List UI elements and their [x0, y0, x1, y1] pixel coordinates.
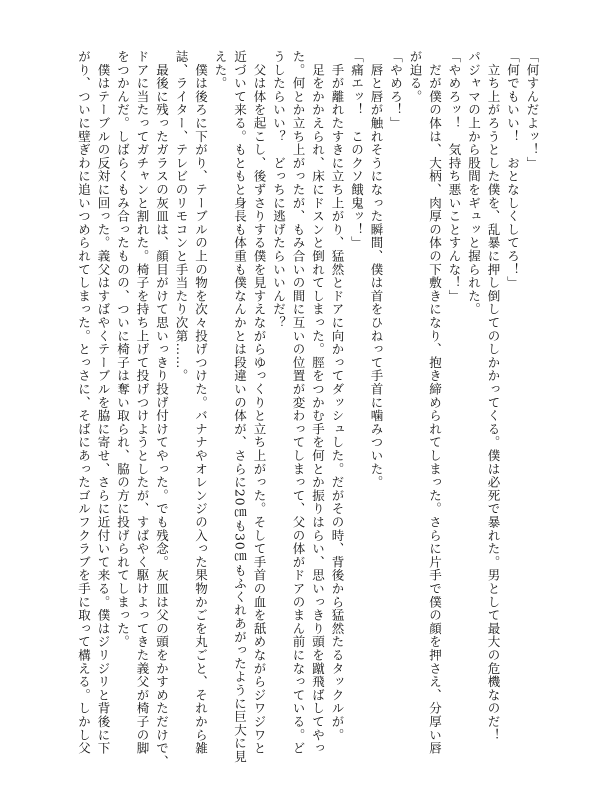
text-line: ドアに当たってガチャンと割れた。椅子を持ち上げて投げつけようとしたが、すばやく駆けよってきた義父が椅子の脚 [135, 50, 150, 755]
text-line: 手が離れたすきに立ち上がり、猛然とドアに向かってダッシュした。だがその時、背後から猛然たるタックルが。 [330, 50, 345, 742]
text-line: 「何すんだよッ！」 [525, 50, 540, 170]
text-line: 誌、ライター、テレビのリモコンと手当たり次第……。 [174, 50, 189, 383]
text-line: た。何とか立ち上がったが、もみ合いの間に互いの位置が変わってしまって、父の体がドアのまん前になっている。ど [291, 50, 306, 755]
text-line: がり、ついに壁ぎわに追いつめられてしまった。とっさに、そばにあったゴルフクラブを手に取って構える。しかし父 [76, 50, 92, 755]
text-line: 「何でもいい！ おとなしくしてろ！」 [505, 50, 521, 290]
text-line: えた。 [213, 50, 228, 90]
text-line: 父は体を起こし、後ずさりする僕を見すえながらゆっくりと立ち上がった。そして手首の血を舐めながらジワジワと [252, 50, 267, 755]
text-line: 「痛エッ！ このクソ餓鬼ッ！」 [349, 50, 365, 250]
vertical-text-body [32, 50, 542, 770]
text-line: をつかんだ。しばらくもみ合ったものの、ついに椅子は奪い取られ、脇の方に投げられてしまった。 [115, 50, 131, 649]
text-line: 足をかかえられ、床にドスンと倒れてしまった。脛をつかむ手を何とか振りはらい、思いっきり頭を蹴飛ばしてやっ [310, 50, 326, 755]
text-line: 最後に残ったガラスの灰皿は、顔目がけて思いっきり投げ付けてやった。でも残念。灰皿は父の頭をかすめただけで、 [154, 50, 170, 769]
text-line: が迫る。 [408, 50, 423, 104]
text-line: うしたらいい？ どっちに逃げたらいいんだ？ [271, 50, 287, 330]
text-line: 僕は後ろに下がり、テーブルの上の物を次々投げつけた。バナナやオレンジの入った果物かごを丸ごと、それから雑 [193, 50, 209, 755]
text-line: パジャマの上から股間をギュッと握られた。 [466, 50, 482, 316]
text-line: 僕はテーブルの反対に回った。義父はすばやくテーブルを脇に寄せ、さらに近付いて来る。僕はジリジリと背後に下 [96, 50, 111, 755]
text-line: 唇と唇が触れそうになった瞬間、僕は首をひねって手首に噛みついた。 [369, 50, 384, 489]
text-line: 近づいて来る。もともと身長も体重も僕なんかとは段違いの体が、さらに20㎝も30㎝もふくれあがったように巨大に見 [232, 50, 248, 764]
text-line: だが僕の体は、大柄、肉厚の体の下敷きになり、抱き締められてしまった。さらに片手で僕の顔を押さえ、分厚い唇 [427, 50, 443, 755]
text-line: 「やめろ！」 [388, 50, 404, 130]
text-line: 立ち上がろうとした僕を、乱暴に押し倒してのしかかってくる。僕は必死で暴れた。男として最大の危機なのだ！ [486, 50, 501, 742]
text-line: 「やめろッ！ 気持ち悪いことすんな！」 [447, 50, 462, 303]
